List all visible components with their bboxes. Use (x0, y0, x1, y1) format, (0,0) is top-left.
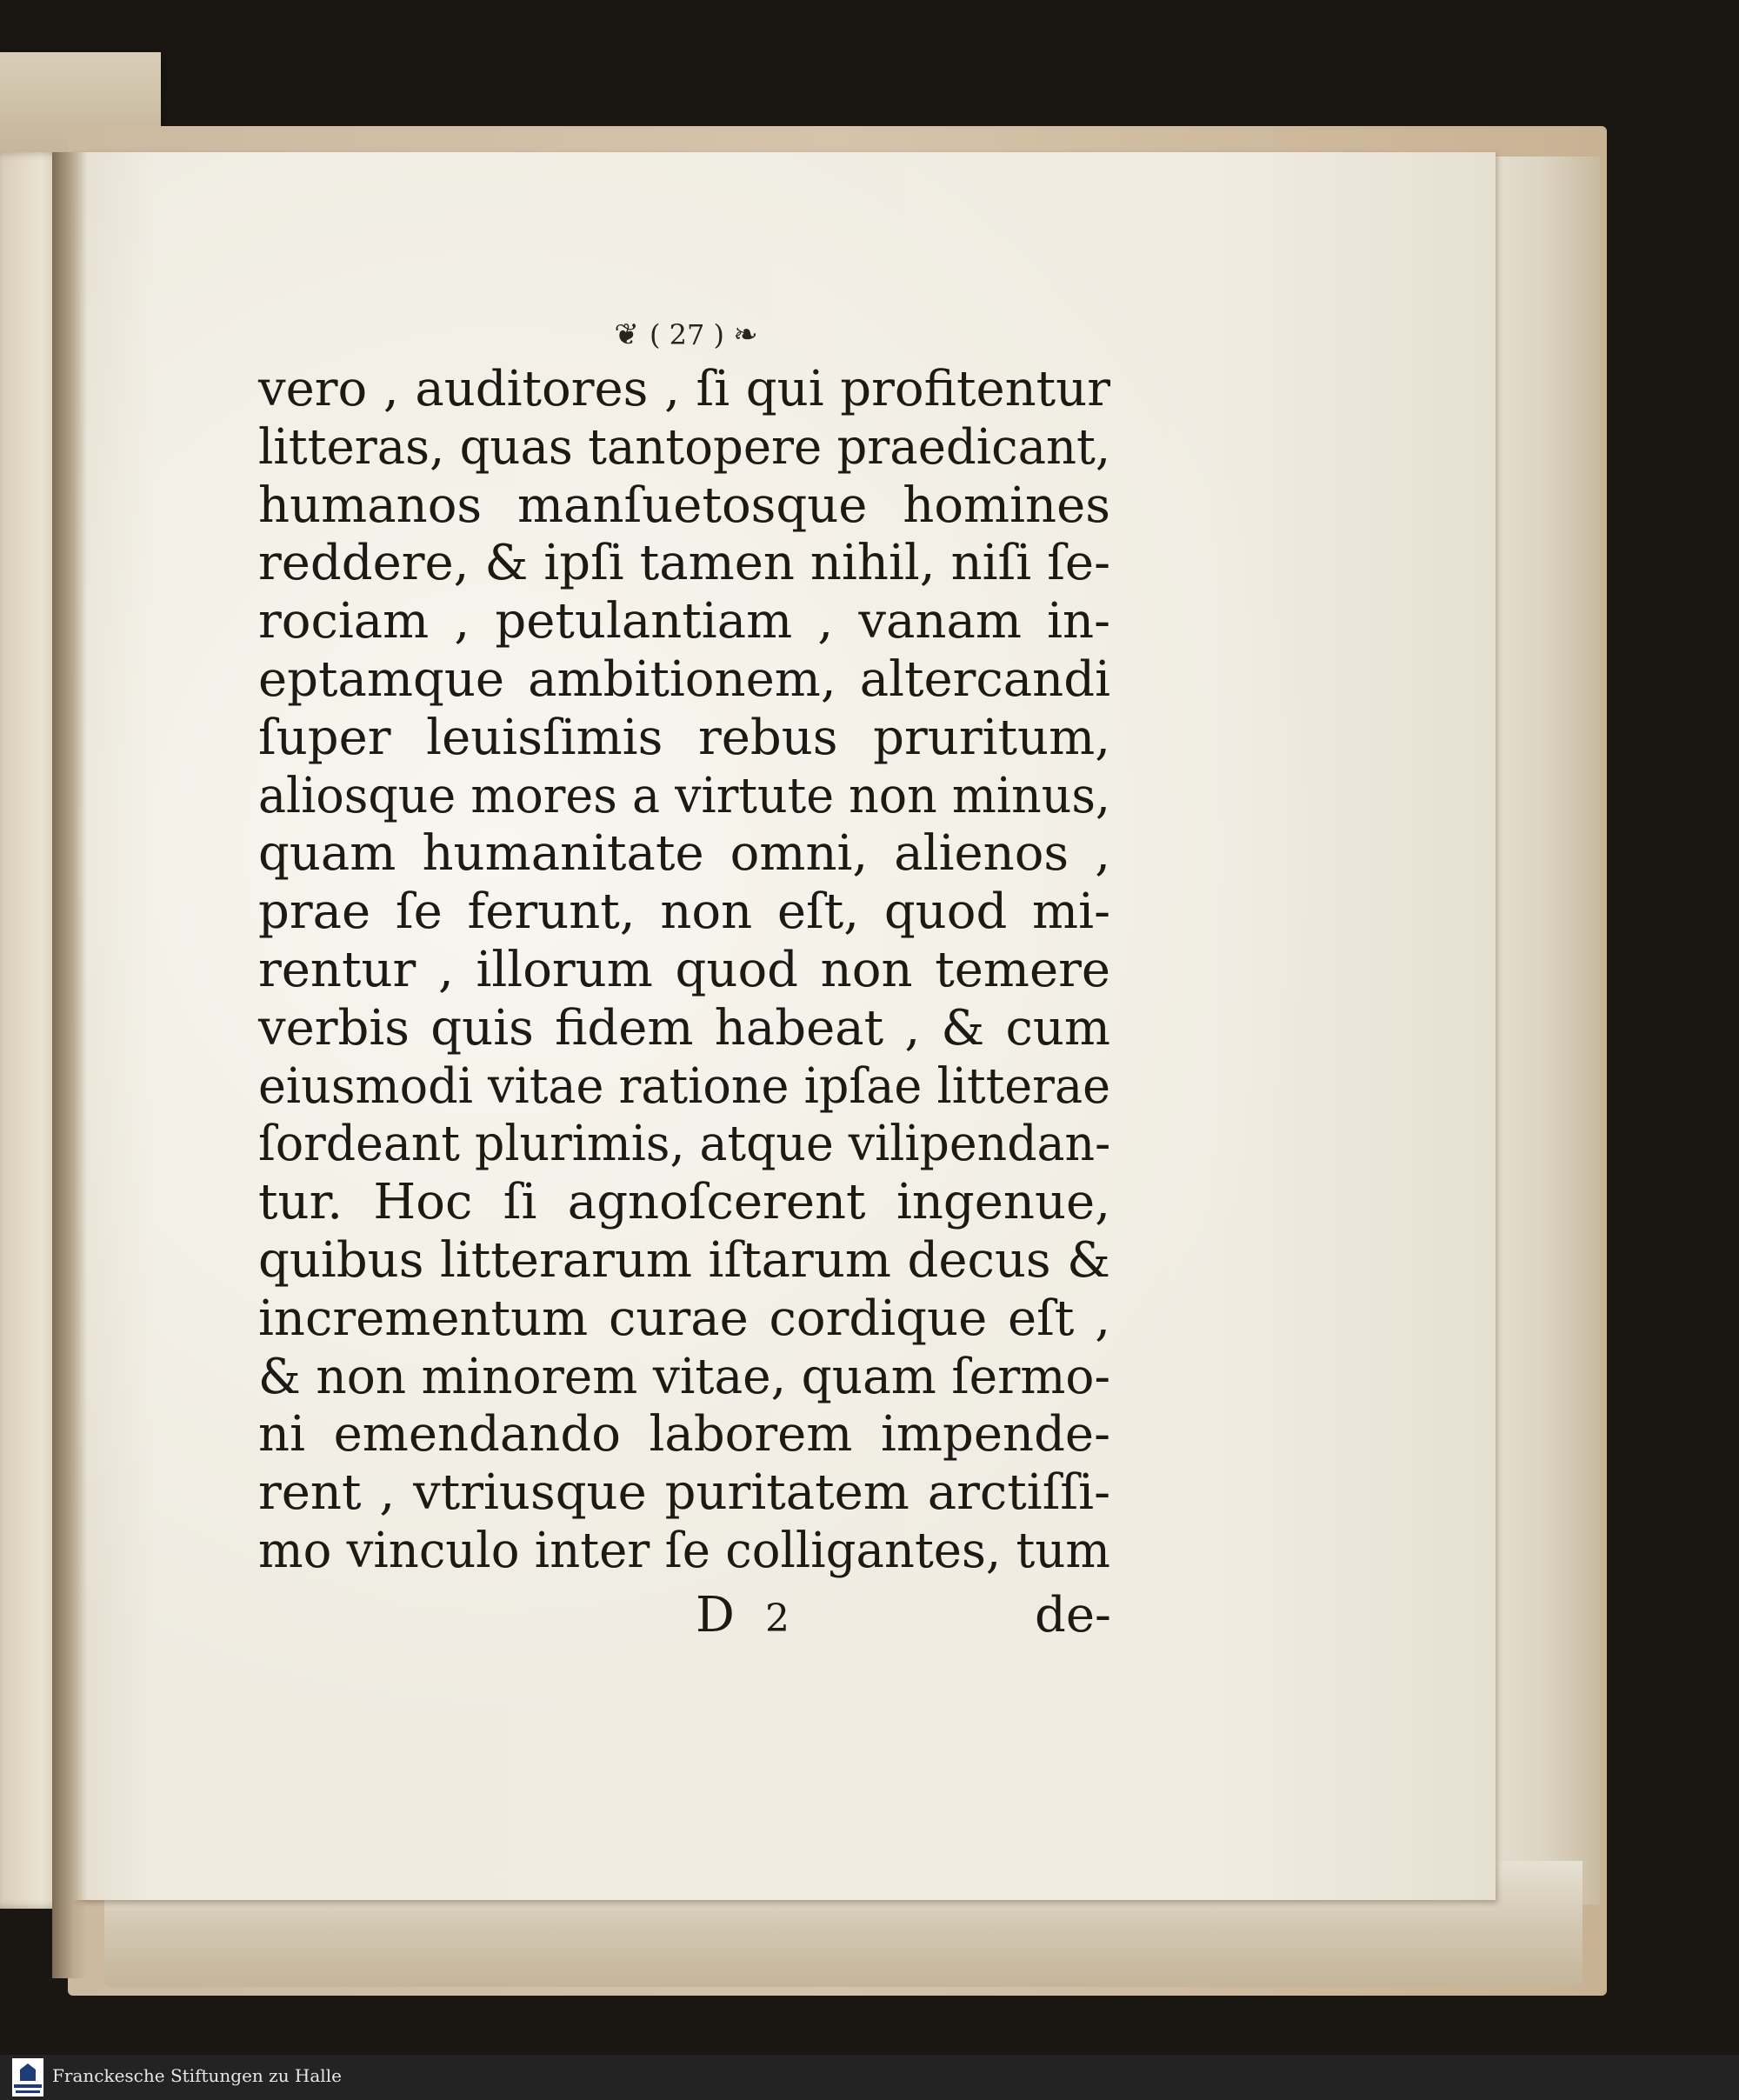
signature-mark: D (696, 1587, 735, 1643)
text-line: incrementum curae cordique eſt , (258, 1290, 1110, 1347)
text-line: rent , vtriusque puritatem arctiſſi- (258, 1464, 1110, 1522)
institution-logo-icon (12, 2058, 43, 2097)
text-line: quam humanitate omni, alienos , (258, 825, 1110, 883)
text-line: & non minorem vitae, quam ſermo- (258, 1348, 1110, 1405)
signature-number: 2 (765, 1597, 790, 1641)
footer-bar (0, 2055, 1739, 2100)
text-line: mo vinculo inter ſe colligantes, tum (258, 1522, 1110, 1579)
text-line: ſordeant plurimis, atque vilipendan- (258, 1116, 1111, 1173)
text-line: reddere, & ipſi tamen nihil, niſi ſe- (258, 535, 1110, 592)
text-line: verbis quis fidem habeat , & cum (258, 999, 1110, 1057)
text-line: eptamque ambitionem, altercandi (258, 650, 1110, 708)
text-line: prae ſe ferunt, non eſt, quod mi- (258, 883, 1110, 941)
running-head (556, 317, 817, 352)
text-line: tur. Hoc ſi agnoſcerent ingenue, (258, 1174, 1110, 1231)
institution-name: Franckesche Stiftungen zu Halle (52, 2065, 342, 2086)
text-line: ni emendando laborem impende- (258, 1406, 1110, 1463)
text-line: humanos manſuetosque homines (258, 477, 1110, 534)
text-line: litteras, quas tantopere praedicant, (258, 418, 1111, 476)
book-gutter (52, 152, 87, 1978)
right-ornament-icon: ❧ (733, 317, 760, 352)
page-number: ( 27 ) (649, 318, 725, 351)
text-line: aliosque mores a virtute non minus, (258, 767, 1110, 824)
body-text (258, 361, 1110, 1581)
left-ornament-icon: ❦ (614, 317, 641, 352)
text-line: quibus litterarum iſtarum decus & (258, 1231, 1110, 1289)
text-line: ſuper leuisſimis rebus pruritum, (258, 709, 1110, 766)
text-line: rentur , illorum quod non temere (258, 941, 1110, 998)
text-line: vero , auditores , ſi qui profitentur (258, 361, 1110, 417)
catchword: de- (1035, 1587, 1111, 1643)
text-line: rociam , petulantiam , vanam in- (258, 593, 1110, 650)
text-line: eiusmodi vitae ratione ipſae litterae (258, 1057, 1110, 1115)
